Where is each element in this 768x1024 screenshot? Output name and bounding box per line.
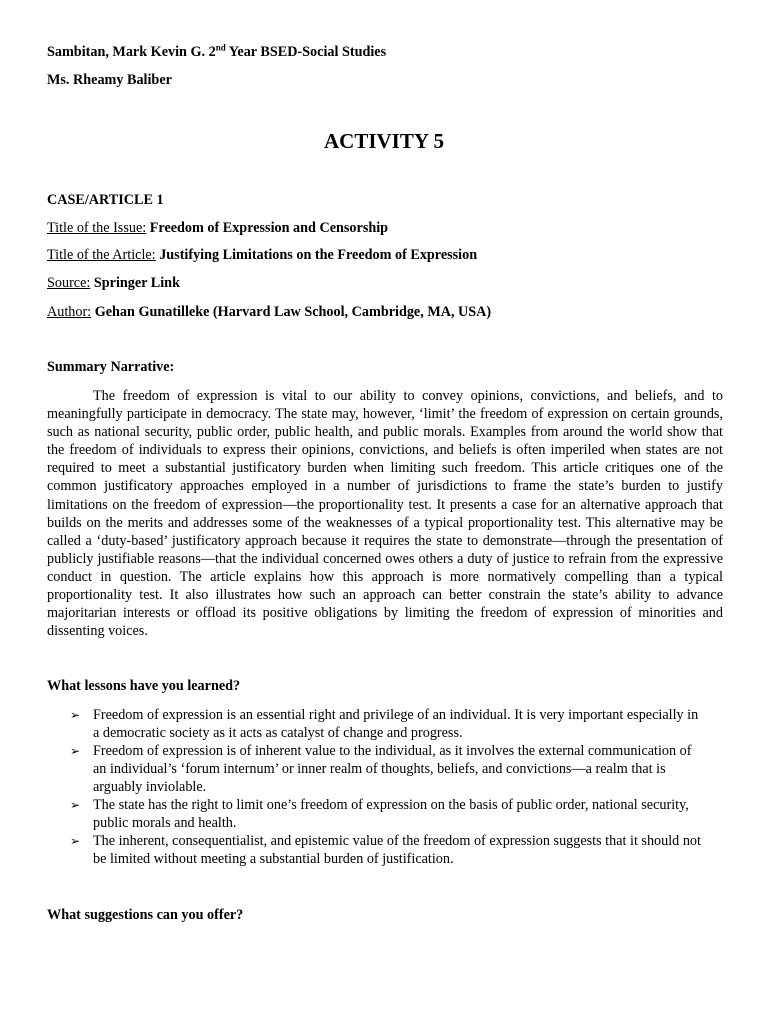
source-value: Springer Link (93, 275, 180, 291)
arrow-bullet-icon: ➢ (70, 834, 81, 848)
list-item (70, 706, 702, 742)
article-label: Title of the Article: (47, 247, 156, 263)
source-label: Source: (47, 275, 91, 291)
suggestions-heading: What suggestions can you offer? (47, 907, 244, 923)
lesson-text: Freedom of expression is of inherent value to the individual, as it involves the external communication of an individual’s ‘forum internum’ or inner realm of thoughts, beliefs, and convictions—a realm that is arguably inviolable. (93, 743, 692, 795)
arrow-bullet-icon: ➢ (70, 708, 81, 722)
author-value: Gehan Gunatilleke (Harvard Law School, Cambridge, MA, USA) (94, 304, 492, 320)
year-ordinal: nd (215, 42, 226, 53)
author-label: Author: (47, 304, 92, 320)
lessons-heading: What lessons have you learned? (47, 678, 241, 694)
issue-label: Title of the Issue: (47, 220, 147, 236)
list-item (70, 796, 702, 832)
teacher-name: Ms. Rheamy Baliber (47, 72, 172, 88)
list-item (70, 742, 702, 796)
issue-value: Freedom of Expression and Censorship (149, 220, 389, 236)
page-title: ACTIVITY 5 (324, 129, 444, 153)
article-field (47, 246, 477, 264)
arrow-bullet-icon: ➢ (70, 798, 81, 812)
lesson-text: Freedom of expression is an essential right and privilege of an individual. It is very important especially in a democratic society as it acts as catalyst of change and progress. (93, 707, 699, 741)
lesson-text: The state has the right to limit one’s freedom of expression on the basis of public order, national security, public morals and health. (93, 797, 689, 831)
summary-text: The freedom of expression is vital to our ability to convey opinions, convictions, and beliefs, and to meaningfully participate in democracy. The state may, however, ‘limit’ the freedom of expression on certain grounds, such as national security, public order, public health, and public morals. Examples from around the world show that the freedom of individuals to express their opinions, convictions, and beliefs is often imperiled when states are not required to meet a substantial justificatory burden when limiting such freedom. This article critiques one of the common justificatory approaches employed in a number of jurisdictions to frame the state’s burden to justify limitations on the freedom of expression—the proportionality test. It presents a case for an alternative approach that builds on the merits and addresses some of the weaknesses of a typical proportionality test. This alternative may be called a ‘duty-based’ justificatory approach because it requires the state to demonstrate—through the presentation of publicly justifiable reasons—that the individual concerned owes others a duty of justice to refrain from the expressive conduct in question. The article explains how this approach is more normatively compelling than a typical proportionality test. It also illustrates how such an approach can better constrain the state’s ability to advance majoritarian interests or offload its positive obligations by limiting the freedom of expression of minorities and dissenting voices. (47, 388, 723, 640)
issue-field (47, 219, 388, 237)
lessons-list (70, 706, 702, 868)
student-course: Year BSED-Social Studies (225, 44, 387, 60)
author-field (47, 303, 491, 321)
lesson-text: The inherent, consequentialist, and epistemic value of the freedom of expression suggests that it should not be limited without meeting a substantial burden of justification. (93, 833, 701, 867)
arrow-bullet-icon: ➢ (70, 744, 81, 758)
summary-heading: Summary Narrative: (47, 359, 175, 375)
student-name: Sambitan, Mark Kevin G. 2 (47, 44, 216, 60)
case-heading: CASE/ARTICLE 1 (47, 192, 164, 208)
student-line (47, 43, 386, 61)
source-field (47, 274, 180, 292)
article-value: Justifying Limitations on the Freedom of Expression (159, 247, 478, 263)
list-item (70, 832, 702, 868)
